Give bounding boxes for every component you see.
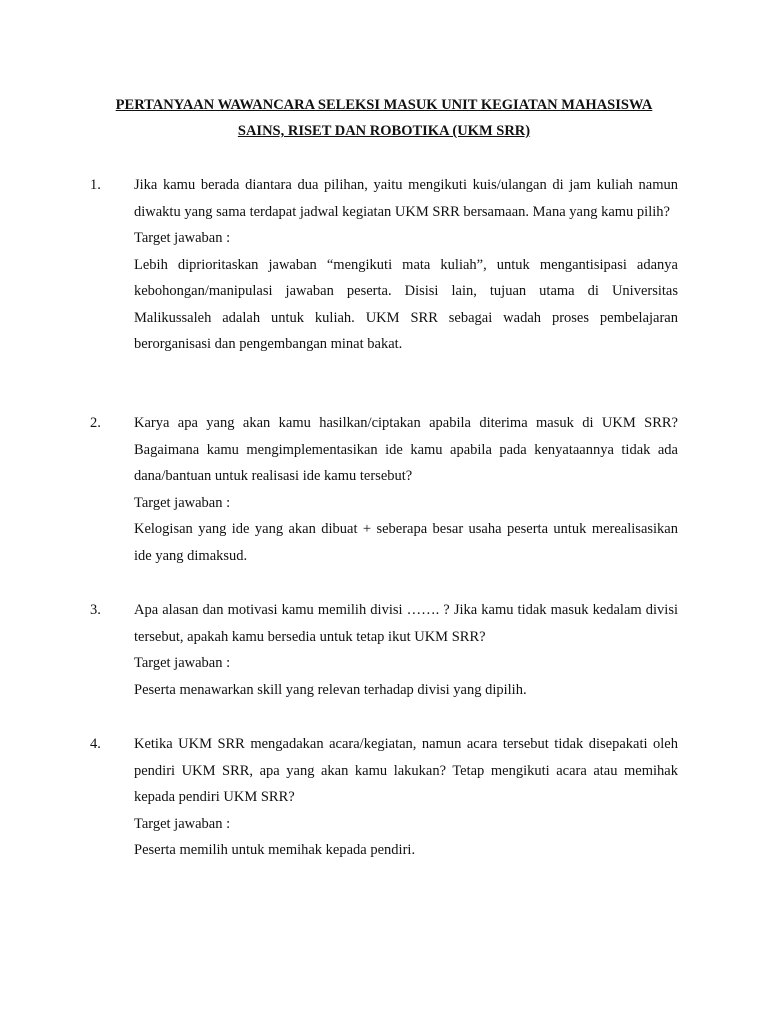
answer-text: Peserta menawarkan skill yang relevan terhadap divisi yang dipilih. — [134, 681, 527, 698]
question-text: Karya apa yang akan kamu hasilkan/ciptakan apabila diterima masuk di UKM SRR? Bagaimana kamu mengimplementasikan ide kamu apabila pada kenyataannya tidak ada dana/bantuan untuk realisasi ide kamu tersebut? — [134, 415, 678, 484]
answer-text: Lebih diprioritaskan jawaban “mengikuti mata kuliah”, untuk mengantisipasi adanya kebohongan/manipulasi jawaban peserta. Disisi lain, tujuan utama di Universitas Malikussaleh adalah untuk kuliah. UKM SRR sebagai wadah proses pembelajaran berorganisasi dan pengembangan minat bakat. — [134, 256, 678, 352]
question-number: 4. — [90, 736, 101, 752]
page-title — [60, 92, 708, 144]
answer-text: Peserta memilih untuk memihak kepada pendiri. — [134, 842, 416, 858]
answer-text: Kelogisan yang ide yang akan dibuat + seberapa besar usaha peserta untuk merealisasikan ide yang dimaksud. — [134, 521, 678, 564]
question-text: Apa alasan dan motivasi kamu memilih divisi ……. ? Jika kamu tidak masuk kedalam divisi tersebut, apakah kamu bersedia untuk tetap ikut UKM SRR? — [134, 602, 678, 645]
question-number: 1. — [90, 177, 101, 193]
question-text: Jika kamu berada diantara dua pilihan, yaitu mengikuti kuis/ulangan di jam kuliah namun diwaktu yang sama terdapat jadwal kegiatan UKM SRR bersamaan. Mana yang kamu pilih? — [134, 177, 678, 220]
target-label: Target jawaban : — [134, 494, 231, 511]
question-text: Ketika UKM SRR mengadakan acara/kegiatan, namun acara tersebut tidak disepakati oleh pendiri UKM SRR, apa yang akan kamu lakukan? Tetap mengikuti acara atau memihak kepada pendiri UKM SRR? — [134, 736, 678, 805]
target-label: Target jawaban : — [134, 230, 231, 246]
title-line-2: SAINS, RISET DAN ROBOTIKA (UKM SRR) — [237, 123, 531, 139]
question-number: 2. — [90, 415, 101, 431]
question-number: 3. — [90, 602, 101, 618]
target-label: Target jawaban : — [134, 815, 231, 832]
target-label: Target jawaban : — [134, 655, 231, 671]
title-line-1: PERTANYAAN WAWANCARA SELEKSI MASUK UNIT KEGIATAN MAHASISWA — [115, 97, 653, 113]
